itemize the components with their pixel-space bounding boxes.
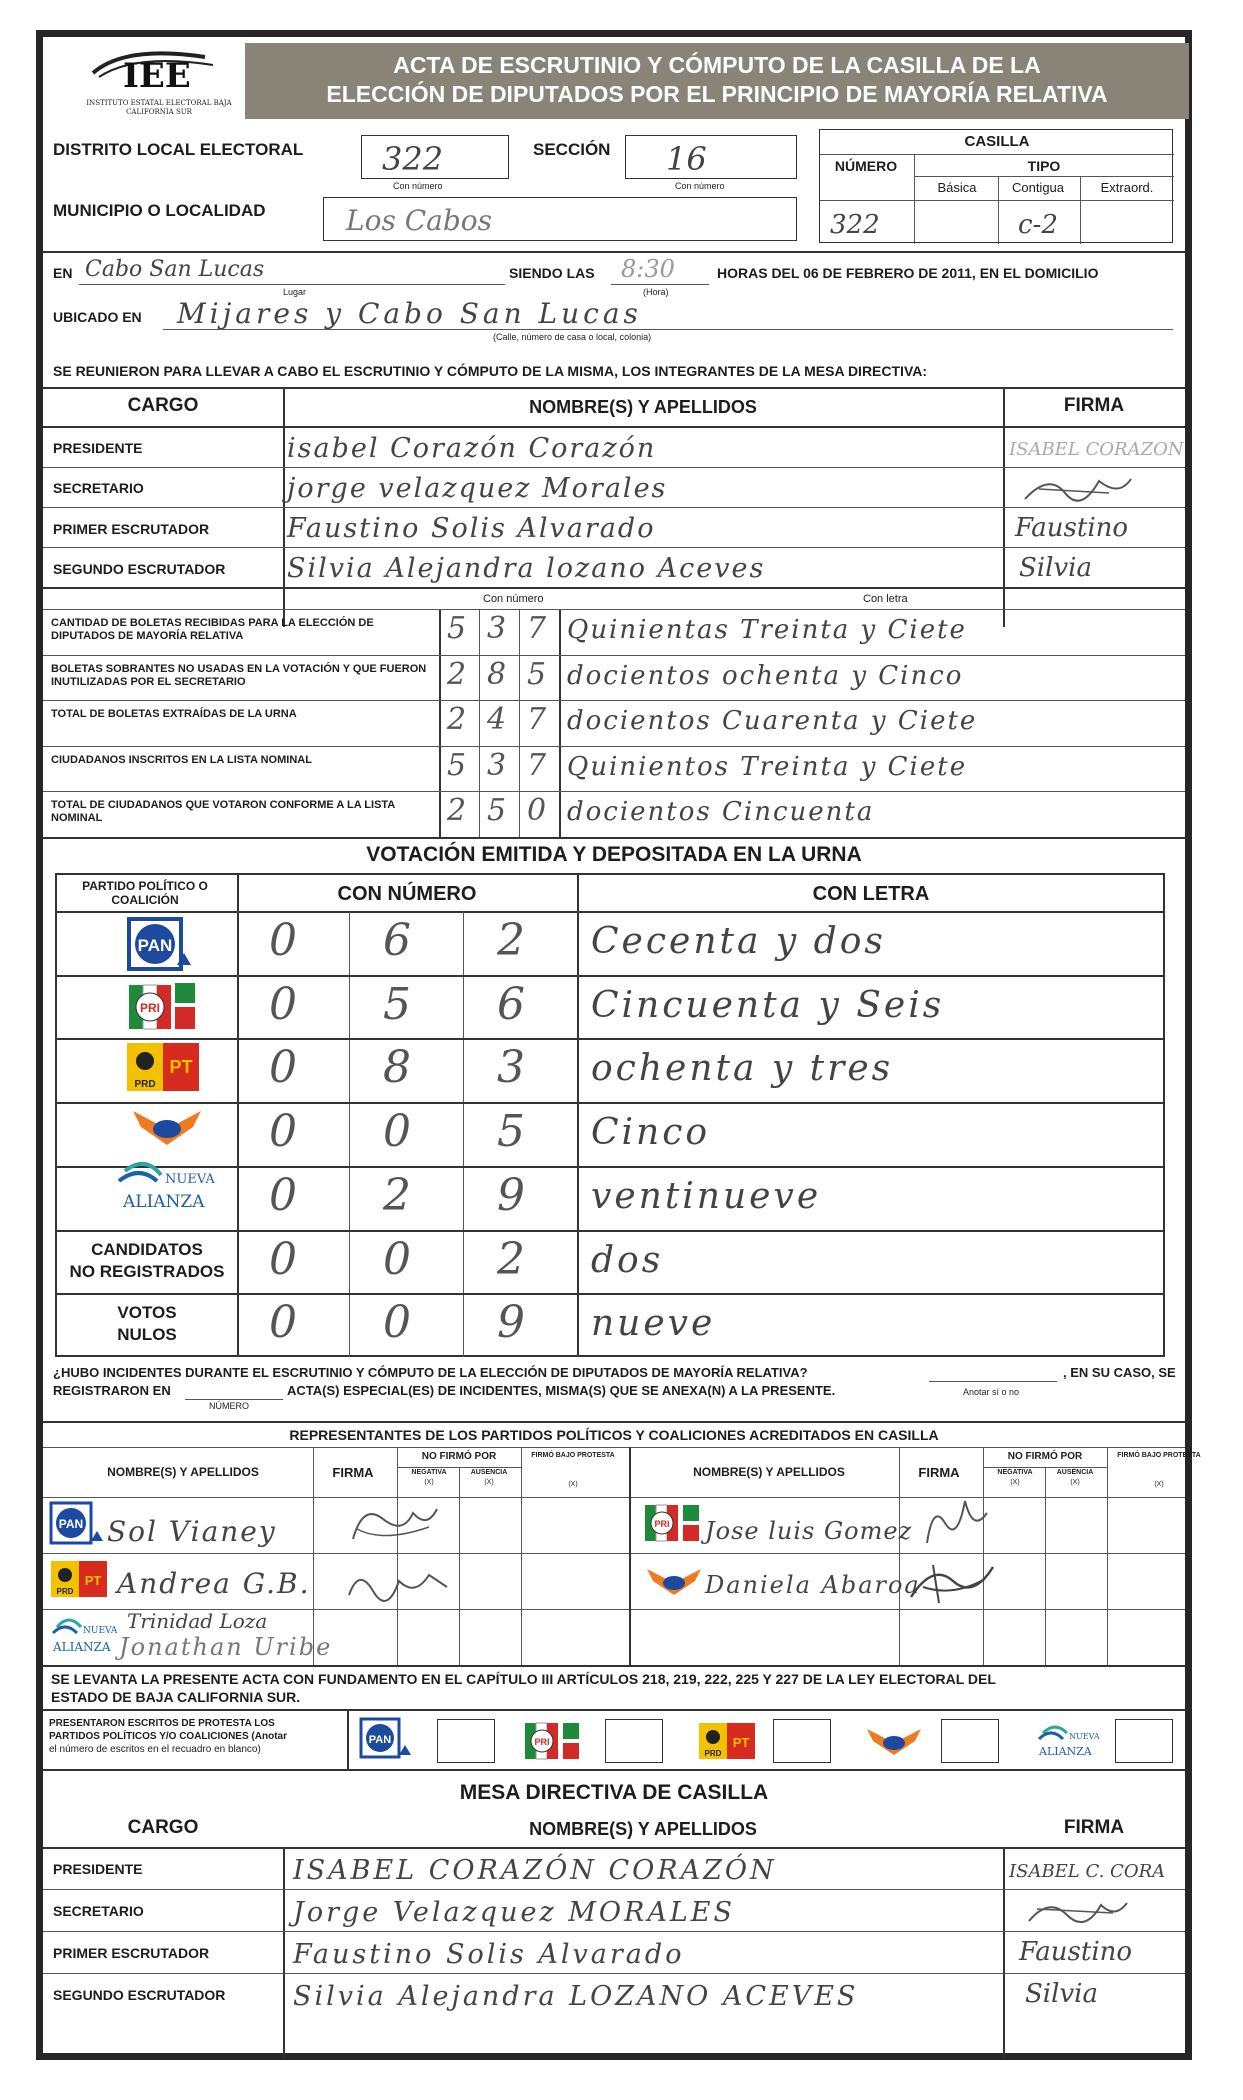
rep-left-0-nombre: Sol Vianey [107,1515,277,1548]
partido-label: PARTIDO POLÍTICO O COALICIÓN [82,879,208,907]
mesa2-firma-secretario-signature [1023,1891,1133,1931]
rep-right-conv-logo [643,1559,705,1603]
fundamento-line2: ESTADO DE BAJA CALIFORNIA SUR. [51,1689,301,1705]
votos-row-digit: 0 [383,1106,411,1158]
protesta-pri-icon [523,1719,583,1763]
incidentes-anotar: Anotar sí o no [963,1387,1020,1397]
mesa2-nombre-secretario: Jorge Velazquez MORALES [293,1897,735,1928]
votos-row-letra: dos [591,1239,664,1281]
votos-row-letra: nueve [591,1303,716,1345]
boletas-row-digit: 3 [487,611,507,646]
svg-text:PRD: PRD [134,1079,156,1090]
rep-left-1-nombre: Andrea G.B. [117,1567,311,1600]
iee-logo-text: IEE [123,56,191,96]
mesa2-cargo-secretario: SECRETARIO [53,1903,144,1919]
mesa2-title: MESA DIRECTIVA DE CASILLA [459,1781,769,1804]
mesa2-nombre-presidente: ISABEL CORAZÓN CORAZÓN [293,1855,777,1886]
mesa1-nombre-primer: Faustino Solis Alvarado [287,513,656,544]
boletas-row-label: TOTAL DE BOLETAS EXTRAÍDAS DE LA URNA [51,708,297,721]
svg-text:PRI: PRI [654,1519,670,1529]
rep-left-2-nombre: Jonathan Uribe [119,1633,333,1661]
mesa1-cargo-presidente: PRESIDENTE [53,440,143,456]
protesta-pan-box[interactable] [437,1719,495,1763]
votos-row-letra: Cecenta y dos [591,921,886,962]
rep-no-firmo-header: NO FIRMÓ POR [1007,1451,1083,1462]
rep-nombres-header: NOMBRE(S) Y APELLIDOS [107,1465,259,1479]
convergencia-logo-icon [129,1099,205,1155]
rep-ausencia-header: AUSENCIA [470,1469,508,1476]
rep-left-pan-logo [49,1501,105,1549]
svg-text:PRI: PRI [139,1001,161,1015]
svg-text:ALIANZA: ALIANZA [1039,1745,1092,1758]
title-line2: ELECCIÓN DE DIPUTADOS POR EL PRINCIPIO DE MAYORÍA RELATIVA [326,81,1108,107]
mesa2-cargo-segundo: SEGUNDO ESCRUTADOR [53,1987,226,2003]
votacion-title: VOTACIÓN EMITIDA Y DEPOSITADA EN LA URNA [366,843,862,866]
boletas-row-letra: Quinientas Treinta y Ciete [567,615,967,645]
protesta-pri-logo [523,1719,583,1763]
rep-left-prd-logo [49,1557,111,1601]
votos-row-digit: 8 [383,1042,411,1094]
protesta-prd-pt-icon [697,1721,759,1761]
boletas-row-digit: 4 [487,702,507,738]
rep-right-pri-logo [643,1501,703,1547]
protesta-na-box[interactable] [1115,1719,1173,1763]
protesta-pri-box[interactable] [605,1719,663,1763]
votos-row-digit: 0 [383,1297,411,1349]
mesa2-cargo-presidente: PRESIDENTE [53,1861,143,1877]
votos-row-digit: 5 [497,1106,525,1158]
boletas-con-letra: Con letra [863,593,908,605]
rep-negativa-x: (X) [1010,1479,1020,1486]
incidentes-line1: ¿HUBO INCIDENTES DURANTE EL ESCRUTINIO Y CÓMPUTO DE LA ELECCIÓN DE DIPUTADOS DE MAYORÍA RELATIVA? [53,1365,808,1380]
mesa2-firma-presidente: ISABEL C. CORA [1009,1861,1166,1882]
mesa2-firma-segundo: Silvia [1025,1979,1098,2009]
mesa1-cargo-secretario: SECRETARIO [53,480,144,496]
rep-right-1-signature [903,1557,1003,1607]
incidentes-line2a: REGISTRARON EN [53,1383,171,1398]
nueva-alianza-logo-icon [111,1157,221,1217]
lugar-label: Lugar [283,287,307,297]
domicilio-value: Mijares y Cabo San Lucas [177,297,642,330]
votos-row-digit: 0 [269,1233,297,1285]
pan-logo-icon [125,915,193,975]
mesa2-firma-primer: Faustino [1019,1937,1133,1967]
mesa2-firma-header: FIRMA [1063,1817,1125,1838]
rep-negativa-header: NEGATIVA [997,1469,1033,1476]
votos-row-digit: 0 [269,978,297,1030]
boletas-row-label: BOLETAS SOBRANTES NO USADAS EN LA VOTACIÓN Y QUE FUERON INUTILIZADAS POR EL SECRETARIO [51,662,427,688]
mesa1-firma-header: FIRMA [1063,395,1125,416]
pri-logo [127,979,197,1035]
mesa1-cargo-segundo: SEGUNDO ESCRUTADOR [53,561,226,577]
boletas-row-letra: Quinientos Treinta y Ciete [567,751,968,782]
prd-pt-logo-icon [125,1039,201,1095]
contigua-label: Contigua [1011,180,1065,195]
iee-logo-icon [85,43,225,97]
casilla-contigua-value: c-2 [1018,210,1058,240]
lugar-value: Cabo San Lucas [85,257,265,282]
mesa2-nombre-segundo: Silvia Alejandra LOZANO ACEVES [293,1981,859,2012]
mesa2-cargo-primer: PRIMER ESCRUTADOR [53,1945,210,1961]
votos-row-digit: 5 [383,978,411,1030]
protesta-line1: PRESENTARON ESCRITOS DE PROTESTA LOS [49,1718,275,1729]
municipio-label: MUNICIPIO O LOCALIDAD [53,201,266,220]
boletas-row-label: CANTIDAD DE BOLETAS RECIBIDAS PARA LA ELECCIÓN DE DIPUTADOS DE MAYORÍA RELATIVA [51,617,374,642]
votos-row-digit: 6 [383,915,411,966]
representantes-title: REPRESENTANTES DE LOS PARTIDOS POLÍTICOS Y COALICIONES ACREDITADOS EN CASILLA [289,1427,939,1443]
casilla-box [819,129,1173,243]
rep-left-2-nombre2: Trinidad Loza [127,1609,268,1633]
rep-pri-icon [643,1501,703,1547]
protesta-conv-logo [863,1721,925,1761]
svg-text:ALIANZA: ALIANZA [53,1640,111,1654]
title-line1: ACTA DE ESCRUTINIO Y CÓMPUTO DE LA CASILLA DE LA [393,52,1041,78]
rep-right-0-signature [913,1493,993,1551]
iee-logo [85,43,225,97]
incidentes-numero: NÚMERO [209,1401,249,1411]
mesa2-nombres-header: NOMBRE(S) Y APELLIDOS [529,1819,757,1839]
mesa1-nombre-secretario: jorge velazquez Morales [287,473,668,504]
svg-text:ALIANZA: ALIANZA [123,1192,205,1212]
boletas-row-label: TOTAL DE CIUDADANOS QUE VOTARON CONFORME A LA LISTA NOMINAL [51,799,395,825]
votos-row-letra: Cincuenta y Seis [591,984,945,1026]
boletas-row-digit: 5 [447,611,467,646]
votos-row-digit: 9 [497,1297,525,1349]
rep-right-0-nombre: Jose luis Gomez [705,1517,913,1545]
rep-nombres-header: NOMBRE(S) Y APELLIDOS [693,1465,845,1479]
mesa1-firma-primer: Faustino [1015,513,1129,543]
votos-row-digit: 6 [497,978,525,1030]
convergencia-logo [129,1099,205,1155]
votos-row-digit: 0 [383,1233,411,1285]
protesta-line2: PARTIDOS POLÍTICOS Y/O COALICIONES (Anotar [49,1731,287,1742]
distrito-con-numero: Con número [393,181,443,191]
mesa1-firma-segundo: Silvia [1019,553,1092,583]
votos-row-digit: 2 [497,915,525,966]
mesa2-nombre-primer: Faustino Solis Alvarado [293,1939,685,1970]
boletas-row-digit: 0 [527,793,547,829]
svg-text:PAN: PAN [58,1517,84,1531]
rep-convergencia-icon [643,1559,705,1603]
incidentes-line1b: , EN SU CASO, SE [1063,1365,1176,1380]
basica-label: Básica [937,180,977,195]
mesa2-cargo-header: CARGO [127,1817,199,1838]
casilla-label: CASILLA [964,133,1030,150]
fundamento-line1: SE LEVANTA LA PRESENTE ACTA CON FUNDAMENTO EN EL CAPÍTULO III ARTÍCULOS 218, 219, 222, 225 Y 227 DE LA LEY ELECTORAL DEL [51,1671,996,1687]
svg-text:PT: PT [169,1057,193,1077]
casilla-numero-value: 322 [830,210,880,240]
rep-right-1-nombre: Daniela Abaroa [705,1571,921,1599]
title-banner [245,43,1189,119]
acta-sheet [36,30,1201,2060]
hora-label: (Hora) [643,287,669,297]
svg-text:PAN: PAN [137,936,173,955]
boletas-row-digit: 7 [527,702,547,738]
rep-firma-header: FIRMA [918,1465,960,1480]
rep-no-firmo-header: NO FIRMÓ POR [421,1451,497,1462]
extraord-label: Extraord. [1100,180,1154,195]
boletas-row-letra: docientos Cincuenta [567,797,875,828]
votos-row-letra: ventinueve [591,1175,822,1217]
svg-text:NUEVA: NUEVA [165,1172,215,1187]
seccion-box [625,135,797,179]
distrito-value: 322 [382,140,444,178]
mesa1-firma-presidente: ISABEL CORAZON [1009,439,1184,460]
domicilio-label: (Calle, número de casa o local, colonia) [493,332,652,342]
votos-row-digit: 2 [497,1233,525,1285]
rep-left-na-logo [47,1613,117,1661]
tipo-label: TIPO [1027,158,1061,174]
mesa1-firma-secretario-signature [1019,469,1139,509]
rep-ausencia-header: AUSENCIA [1056,1469,1094,1476]
protesta-text [49,1717,329,1756]
votos-row-letra: Cinco [591,1112,711,1154]
votos-row-digit: 0 [269,1042,297,1094]
distrito-box [361,135,509,179]
boletas-row-digit: 5 [487,793,507,829]
numero-label: NÚMERO [834,158,898,174]
prd-pt-logo [125,1039,201,1095]
votos-row-digit: 0 [269,1297,297,1349]
siendo-label: SIENDO LAS [509,265,595,281]
boletas-row-digit: 8 [487,656,507,692]
boletas-con-numero: Con número [483,593,544,605]
boletas-row-digit: 2 [447,656,467,692]
boletas-row-digit: 7 [527,611,547,646]
votos-row-digit: 0 [269,1169,297,1221]
rep-prd-pt-icon [49,1557,111,1601]
rep-ausencia-x: (X) [1070,1479,1080,1486]
municipio-box [323,197,797,241]
rep-ausencia-x: (X) [484,1479,494,1486]
boletas-row-digit: 2 [447,702,467,738]
votos-row-digit: 0 [269,1106,297,1158]
svg-text:PRD: PRD [704,1749,722,1758]
boletas-row-letra: docientos Cuarenta y Ciete [567,706,978,737]
svg-text:PRI: PRI [534,1737,550,1747]
mesa1-cargo-primer: PRIMER ESCRUTADOR [53,521,210,537]
reunieron-text: SE REUNIERON PARA LLEVAR A CABO EL ESCRUTINIO Y CÓMPUTO DE LA MISMA, LOS INTEGRANTES DE LA MESA DIRECTIVA: [53,363,928,379]
boletas-row-digit: 5 [447,747,467,783]
votacion-con-letra: CON LETRA [812,883,930,905]
institute-name: INSTITUTO ESTATAL ELECTORAL BAJA CALIFORNIA SUR [86,99,232,116]
votos-row-letra: ochenta y tres [591,1048,894,1090]
rep-firmo-bajo-header: FIRMÓ BAJO PROTESTA [531,1452,615,1459]
rep-left-1-signature [343,1561,453,1605]
pri-logo-icon [127,979,197,1035]
rep-firmo-bajo-header: FIRMÓ BAJO PROTESTA [1117,1452,1201,1459]
protesta-line3: el número de escritos en el recuadro en blanco) [49,1744,261,1755]
rep-firmo-bajo-x: (X) [568,1481,578,1488]
svg-text:NUEVA: NUEVA [83,1626,117,1636]
fecha-text: HORAS DEL 06 DE FEBRERO DE 2011, EN EL DOMICILIO [717,265,1099,281]
boletas-row-digit: 5 [527,656,547,692]
seccion-con-numero: Con número [675,181,725,191]
boletas-row-letra: docientos ochenta y Cinco [567,660,964,691]
nueva-alianza-logo [111,1157,221,1217]
svg-text:PAN: PAN [368,1734,392,1746]
boletas-row-digit: 3 [487,747,507,783]
municipio-value: Los Cabos [346,204,492,237]
protesta-nueva-alianza-icon [1033,1721,1105,1761]
protesta-pan-logo [359,1717,413,1763]
mesa1-nombres-header: NOMBRE(S) Y APELLIDOS [529,397,757,417]
seccion-value: 16 [666,140,707,178]
boletas-row-digit: 2 [447,793,467,829]
protesta-prd-logo [697,1721,759,1761]
votos-row-label1: CANDIDATOS [91,1239,203,1259]
votos-row-digit: 2 [383,1169,411,1221]
protesta-conv-box[interactable] [941,1719,999,1763]
svg-text:PT: PT [732,1735,750,1750]
mesa1-cargo-header: CARGO [127,395,199,416]
ubicado-label: UBICADO EN [53,309,142,325]
votos-row-label2: NO REGISTRADOS [69,1261,225,1281]
svg-text:PT: PT [84,1573,102,1588]
mesa1-nombre-segundo: Silvia Alejandra lozano Aceves [287,553,766,584]
rep-nueva-alianza-icon [47,1613,117,1661]
votos-row-digit: 3 [497,1042,525,1094]
rep-firmo-bajo-x: (X) [1154,1481,1164,1488]
en-label: EN [53,265,73,281]
votacion-con-numero: CON NÚMERO [337,883,477,905]
votos-row-digit: 9 [497,1169,525,1221]
votos-row-label2: NULOS [117,1325,177,1345]
mesa1-nombre-presidente: isabel Corazón Corazón [287,433,657,464]
votos-row-label1: VOTOS [117,1303,177,1323]
distrito-label: DISTRITO LOCAL ELECTORAL [53,140,304,159]
boletas-row-digit: 7 [527,747,547,783]
votos-row-digit: 0 [269,915,297,966]
rep-negativa-header: NEGATIVA [411,1469,447,1476]
protesta-prd-box[interactable] [773,1719,831,1763]
incidentes-line2b: ACTA(S) ESPECIAL(ES) DE INCIDENTES, MISMA(S) QUE SE ANEXA(N) A LA PRESENTE. [287,1383,836,1398]
rep-firma-header: FIRMA [332,1465,374,1480]
protesta-pan-icon [359,1717,413,1763]
rep-left-0-signature [343,1499,443,1551]
protesta-na-logo [1033,1721,1105,1761]
svg-text:PRD: PRD [56,1587,74,1596]
svg-text:NUEVA: NUEVA [1069,1732,1100,1741]
boletas-row-label: CIUDADANOS INSCRITOS EN LA LISTA NOMINAL [51,753,312,766]
protesta-convergencia-icon [863,1721,925,1761]
rep-pan-icon [49,1501,105,1549]
rep-negativa-x: (X) [424,1479,434,1486]
seccion-label: SECCIÓN [533,140,611,159]
hora-value: 8:30 [621,255,675,283]
pan-logo [125,915,193,975]
